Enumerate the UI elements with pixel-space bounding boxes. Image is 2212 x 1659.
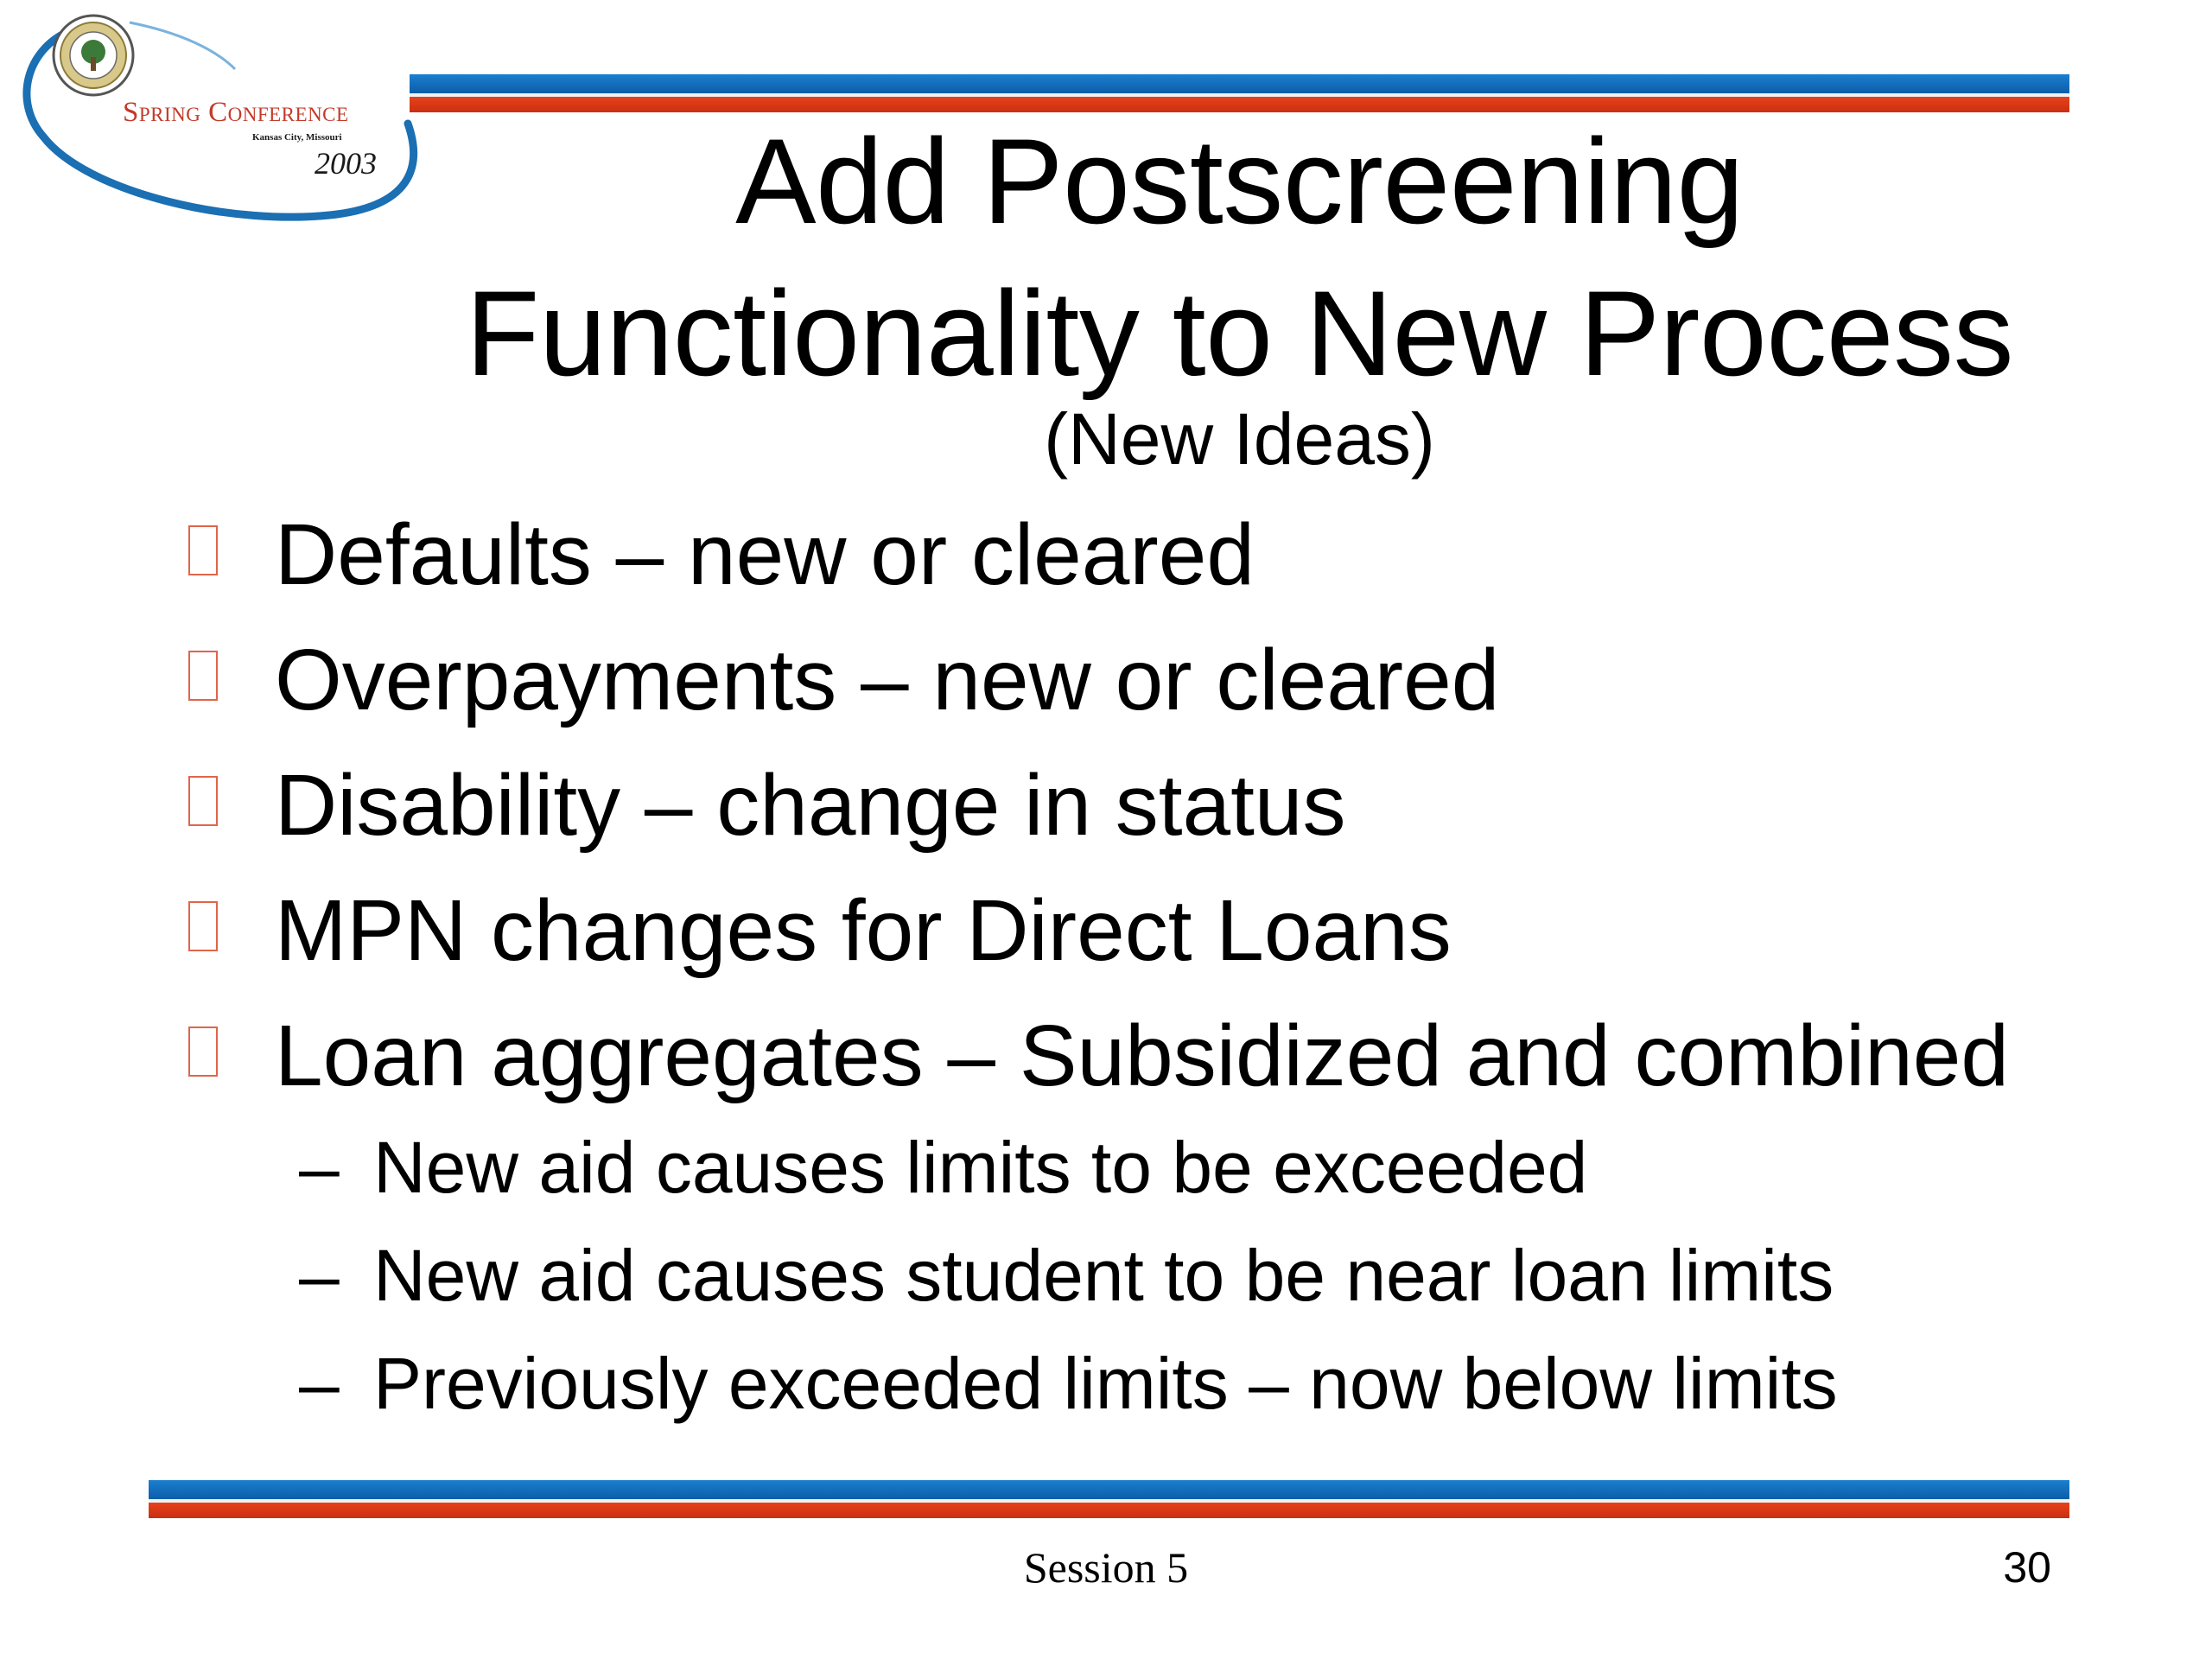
list-item (187, 1002, 2088, 1128)
list-item (187, 752, 2088, 877)
sub-list-item (187, 1338, 2088, 1446)
sub-bullet-text: New aid causes student to be near loan limits (373, 1235, 1834, 1316)
bullet-text: Defaults – new or cleared (275, 506, 1255, 603)
logo-location: Kansas City, Missouri (252, 132, 342, 143)
bullet-text: Overpayments – new or cleared (275, 632, 1500, 728)
logo-year: 2003 (315, 146, 377, 181)
bullet-box-icon (188, 525, 218, 575)
page-number: 30 (2003, 1543, 2051, 1592)
dash-bullet: – (299, 1127, 340, 1208)
slide-subtitle: (New Ideas) (1044, 398, 1435, 480)
dash-bullet: – (299, 1343, 340, 1424)
list-item (187, 501, 2088, 626)
slide-title-line-1: Add Postscreening (735, 113, 1744, 249)
footer-session-label: Session 5 (1023, 1543, 1189, 1592)
bullet-text: Loan aggregates – Subsidized and combined (275, 1007, 2010, 1104)
bullet-list (187, 501, 2088, 1128)
bullet-box-icon (188, 651, 218, 701)
bullet-text: MPN changes for Direct Loans (275, 882, 1452, 979)
list-item (187, 626, 2088, 752)
list-item (187, 877, 2088, 1002)
bullet-box-icon (188, 776, 218, 826)
conference-logo (9, 7, 423, 232)
sub-bullet-text: New aid causes limits to be exceeded (373, 1127, 1588, 1208)
sub-list-item (187, 1122, 2088, 1230)
sub-bullet-text: Previously exceeded limits – now below limits (373, 1343, 1838, 1424)
sub-list-item (187, 1230, 2088, 1338)
bottom-divider-rule (149, 1480, 2069, 1518)
bullet-text: Disability – change in status (275, 757, 1346, 854)
slide-title (410, 105, 2069, 410)
bullet-box-icon (188, 1027, 218, 1077)
slide-title-line-2: Functionality to New Process (465, 265, 2014, 401)
dash-bullet: – (299, 1235, 340, 1316)
bullet-box-icon (188, 901, 218, 951)
seal-icon (54, 16, 133, 95)
sub-bullet-list (187, 1122, 2088, 1446)
logo-title: Spring Conference (123, 97, 349, 128)
